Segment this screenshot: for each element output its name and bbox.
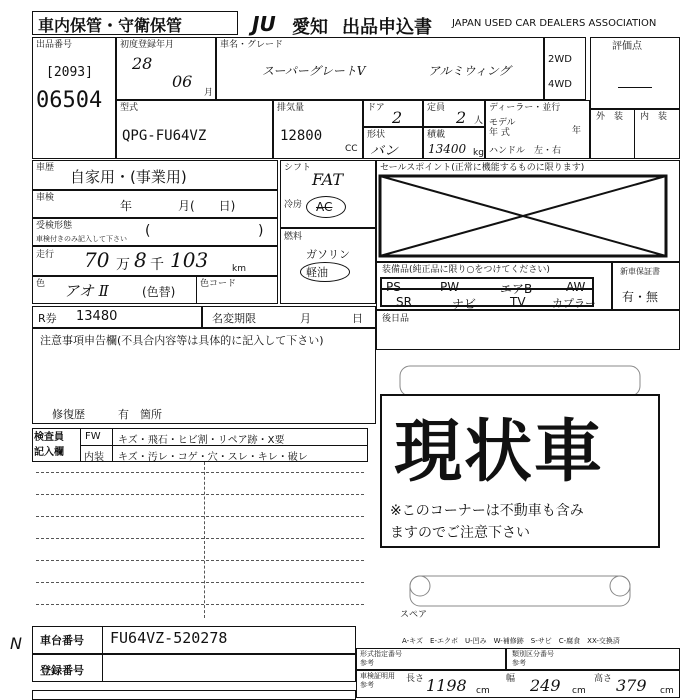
warranty-yes-no: 有・無	[622, 290, 659, 304]
note-line	[36, 516, 364, 517]
cc-label: CC	[345, 144, 358, 154]
model-year-label: モデル 年 式	[489, 118, 516, 138]
handle-label: ハンドル 左・右	[489, 146, 562, 156]
equip-aw: AW	[566, 280, 586, 294]
note-line	[36, 604, 364, 605]
mileage-rest: 103	[170, 248, 209, 272]
aircon-value: AC	[316, 200, 333, 214]
note-line	[36, 494, 364, 495]
color-value: アオ Ⅱ	[64, 282, 109, 300]
width-value: 249	[530, 676, 561, 695]
class-no-label: 類別区分番号 参考	[512, 650, 554, 667]
height-label: 高さ	[594, 674, 613, 684]
mileage-sen: 8	[134, 248, 147, 272]
inspector-grid-div	[112, 428, 113, 462]
year-suffix: 年	[572, 126, 582, 136]
equip-ps: PS	[386, 280, 401, 294]
capacity-value: 2	[456, 108, 467, 127]
door-value: 2	[392, 108, 403, 127]
grade-point-label: 評価点	[612, 41, 642, 52]
model-value: QPG-FU64VZ	[122, 128, 207, 144]
name-change-day: 日	[352, 312, 363, 325]
shift-label: シフト	[284, 163, 312, 173]
repair-loc: 箇所	[140, 408, 162, 421]
length-value: 1198	[426, 676, 467, 695]
grade-point-dash	[618, 87, 652, 88]
reg-month-suffix: 月	[204, 88, 214, 98]
displacement-value: 12800	[280, 128, 323, 144]
kg-label: kg	[473, 148, 484, 158]
mileage-man-unit: 万	[116, 257, 130, 273]
color-code-label: 色コード	[200, 279, 237, 289]
model-label: 型式	[120, 103, 139, 113]
car-grade: アルミウィング	[428, 64, 511, 78]
interior-label: 内 装	[640, 112, 668, 122]
name-change-month: 月	[300, 312, 311, 325]
mileage-label: 走行	[36, 250, 55, 260]
mileage-sen-unit: 千	[150, 257, 164, 273]
exterior-label: 外 装	[596, 112, 624, 122]
history-value: 自家用・(事業用)	[70, 168, 187, 186]
mileage-km: km	[232, 264, 246, 274]
r-ticket-label: R券	[38, 312, 57, 325]
type-designation-label: 形式指定番号 参考	[360, 650, 402, 667]
sales-point-label: セールスポイント(正常に機能するものに限ります)	[380, 163, 585, 173]
wd2-label: 2WD	[548, 54, 572, 65]
damage-legend: A-キズ E-エクボ U-凹み W-補修跡 S-サビ C-腐食 XX-交換済	[402, 637, 620, 645]
inspection-label: 車検	[36, 193, 55, 203]
car-name: スーパーグレートV	[262, 64, 366, 78]
listing-no: 06504	[36, 88, 103, 113]
later-date-label: 後日品	[382, 314, 410, 324]
form-title: 出品申込書	[342, 17, 432, 38]
stamp-note: ※このコーナーは不動車も含み ますのでご注意下さい	[390, 503, 584, 541]
repair-yes: 有	[118, 408, 129, 421]
listing-code: [2093]	[46, 65, 93, 80]
inspection-year: 年	[120, 199, 133, 213]
shift-value: FAT	[312, 170, 344, 189]
person-label: 人	[474, 116, 484, 126]
naiso-items: キズ・汚レ・コゲ・穴・スレ・キレ・破レ	[118, 452, 308, 463]
capacity-label: 定員	[427, 103, 446, 113]
reg-no-label: 登録番号	[40, 664, 84, 677]
repair-label: 修復歴	[52, 408, 85, 421]
fw-label: FW	[85, 431, 101, 442]
equip-tv: TV	[510, 295, 526, 309]
shape-value: バン	[370, 143, 398, 159]
note-line	[36, 560, 364, 561]
bottom-strip	[32, 690, 356, 700]
load-value: 13400	[428, 142, 467, 156]
listing-no-label: 出品番号	[36, 40, 73, 50]
spare-label: スペア	[400, 610, 428, 620]
color-divider	[196, 276, 197, 304]
sales-point-cross	[378, 174, 678, 260]
fuel-label: 燃料	[284, 232, 303, 242]
dealer-label: ディーラー・並行	[489, 103, 561, 113]
vehicle-cert-label: 車検証明用 参考	[360, 672, 395, 689]
length-label: 長さ	[406, 674, 425, 684]
r-ticket-value: 13480	[76, 309, 118, 324]
mileage-man: 70	[84, 248, 110, 272]
org-name-jp: 愛知	[292, 17, 328, 38]
reg-month: 06	[172, 72, 193, 91]
fw-items: キズ・飛石・ヒビ割・リペア跡・X要	[118, 435, 285, 446]
later-date-box	[376, 310, 680, 350]
reception-paren-close: )	[258, 223, 264, 239]
stamp-text: 現状車	[394, 413, 605, 492]
first-reg-label: 初度登録年月	[120, 40, 175, 50]
reg-year: 28	[132, 54, 153, 73]
chassis-value: FU64VZ-520278	[110, 629, 228, 647]
equipment-label: 装備品(純正品に限り○をつけてください)	[382, 265, 550, 275]
fuel-circle	[300, 262, 350, 282]
equip-airbag: エアB	[500, 282, 533, 296]
storage-note: 車内保管・守衛保管	[38, 16, 183, 35]
note-col-div	[204, 462, 205, 618]
load-label: 積載	[427, 130, 446, 140]
length-cm: cm	[476, 686, 490, 696]
inspection-box	[32, 190, 278, 218]
shape-label: 形状	[367, 130, 386, 140]
ext-int-divider	[634, 109, 635, 159]
equip-sr: SR	[396, 295, 412, 309]
aircon-label: 冷房	[284, 200, 303, 210]
door-label: ドア	[367, 103, 385, 113]
inspector-label: 検査員 記入欄	[34, 432, 64, 458]
notes-label: 注意事項申告欄(不具合内容等は具体的に記入して下さい)	[40, 334, 324, 347]
width-cm: cm	[572, 686, 586, 696]
car-name-label: 車名・グレード	[220, 40, 284, 50]
height-value: 379	[616, 676, 647, 695]
reception-label: 受検形態	[36, 221, 73, 231]
note-line	[36, 582, 364, 583]
equipment-strike	[380, 288, 594, 290]
chassis-label: 車台番号	[40, 634, 84, 647]
inspection-month-day: 月( 日)	[178, 199, 236, 213]
equip-pw: PW	[440, 280, 460, 294]
reception-paren-open: (	[145, 223, 151, 239]
width-label: 幅	[506, 674, 516, 684]
reception-note: 車検付きのみ記入して下さい	[36, 235, 127, 243]
note-line	[36, 472, 364, 473]
drive-box	[544, 37, 586, 100]
name-change-label: 名変期限	[212, 312, 256, 325]
equip-coupler: カプラー	[552, 297, 596, 310]
color-label: 色	[36, 279, 46, 289]
height-cm: cm	[660, 686, 674, 696]
history-label: 車歴	[36, 163, 55, 173]
note-line	[36, 538, 364, 539]
ju-logo: JU	[252, 12, 276, 36]
naiso-label: 内装	[84, 452, 104, 463]
wd4-label: 4WD	[548, 79, 572, 90]
margin-mark: N	[10, 634, 22, 653]
warranty-label: 新車保証書	[620, 267, 660, 276]
equip-navi: ナビ	[452, 297, 477, 311]
org-name-en: JAPAN USED CAR DEALERS ASSOCIATION	[452, 18, 657, 29]
displacement-label: 排気量	[277, 103, 305, 113]
fuel-value: ガソリン 軽油	[306, 248, 350, 279]
color-change: (色替)	[142, 285, 176, 299]
